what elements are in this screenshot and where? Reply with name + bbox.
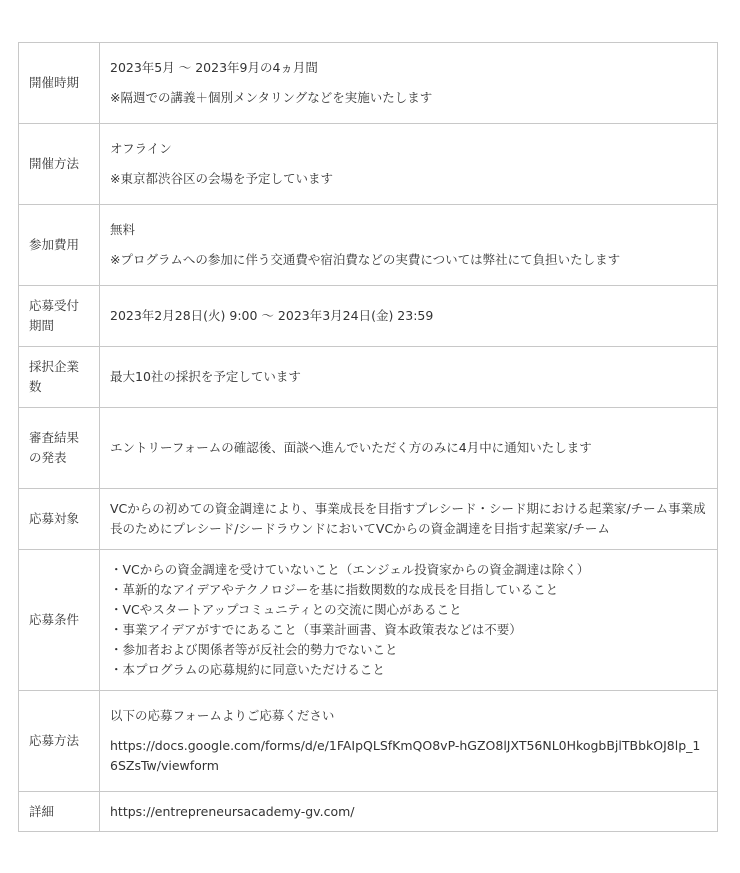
table-row-details — [19, 792, 718, 832]
row-value-schedule — [100, 43, 718, 124]
row-value-details — [100, 792, 718, 832]
row-label-result-announcement: 審査結果の発表 — [19, 408, 100, 489]
table-row-how-to-apply — [19, 691, 718, 792]
requirement-item: ・VCやスタートアップコミュニティとの交流に関心があること — [110, 602, 462, 617]
table-row-selection-count — [19, 347, 718, 408]
application-form-link[interactable]: https://docs.google.com/forms/d/e/1FAIpQLSfKmQO8vP-hGZO8lJXT56NL0HkogbBjlTBbkOJ8lp_16SZsTw/viewform — [110, 738, 701, 773]
requirement-item: ・事業アイデアがすでにあること（事業計画書、資本政策表などは不要） — [110, 622, 522, 637]
table-row-result-announcement — [19, 408, 718, 489]
row-label-eligibility: 応募対象 — [19, 489, 100, 550]
table-row-fee — [19, 205, 718, 286]
method-note: ※東京都渋谷区の会場を予定しています — [110, 171, 333, 186]
requirement-item: ・革新的なアイデアやテクノロジーを基に指数関数的な成長を目指していること — [110, 582, 559, 597]
row-label-fee: 参加費用 — [19, 205, 100, 286]
program-info-table — [18, 42, 718, 832]
details-site-link[interactable]: https://entrepreneursacademy-gv.com/ — [110, 803, 355, 819]
row-label-schedule: 開催時期 — [19, 43, 100, 124]
row-value-method — [100, 124, 718, 205]
selection-count-text: 最大10社の採択を予定しています — [110, 369, 301, 384]
fee-amount: 無料 — [110, 222, 136, 237]
row-label-application-period: 応募受付期間 — [19, 286, 100, 347]
table-row-method — [19, 124, 718, 205]
table-row-requirements — [19, 550, 718, 691]
application-period-text: 2023年2月28日(火) 9:00 〜 2023年3月24日(金) 23:59 — [110, 308, 434, 323]
row-value-how-to-apply — [100, 691, 718, 792]
table-row-eligibility — [19, 489, 718, 550]
fee-note: ※プログラムへの参加に伴う交通費や宿泊費などの実費については弊社にて負担いたします — [110, 252, 621, 267]
result-announcement-text: エントリーフォームの確認後、面談へ進んでいただく方のみに4月中に通知いたします — [110, 440, 592, 455]
table-row-application-period — [19, 286, 718, 347]
row-label-how-to-apply: 応募方法 — [19, 691, 100, 792]
how-to-apply-text: 以下の応募フォームよりご応募ください — [110, 708, 335, 723]
table-row-schedule — [19, 43, 718, 124]
row-label-selection-count: 採択企業数 — [19, 347, 100, 408]
schedule-period: 2023年5月 〜 2023年9月の4ヵ月間 — [110, 60, 318, 75]
row-label-details: 詳細 — [19, 792, 100, 832]
requirement-item: ・VCからの資金調達を受けていないこと（エンジェル投資家からの資金調達は除く） — [110, 562, 590, 577]
schedule-note: ※隔週での講義＋個別メンタリングなどを実施いたします — [110, 90, 433, 105]
row-value-selection-count — [100, 347, 718, 408]
eligibility-text: VCからの初めての資金調達により、事業成長を目指すプレシード・シード期における起業家/チーム事業成長のためにプレシード/シードラウンドにおいてVCからの資金調達を目指す起業家/チーム — [110, 501, 706, 536]
row-label-method: 開催方法 — [19, 124, 100, 205]
row-label-requirements: 応募条件 — [19, 550, 100, 691]
row-value-eligibility — [100, 489, 718, 550]
row-value-fee — [100, 205, 718, 286]
requirement-item: ・本プログラムの応募規約に同意いただけること — [110, 662, 385, 677]
row-value-application-period — [100, 286, 718, 347]
row-value-requirements — [100, 550, 718, 691]
requirement-item: ・参加者および関係者等が反社会的勢力でないこと — [110, 642, 398, 657]
row-value-result-announcement — [100, 408, 718, 489]
method-type: オフライン — [110, 141, 172, 156]
